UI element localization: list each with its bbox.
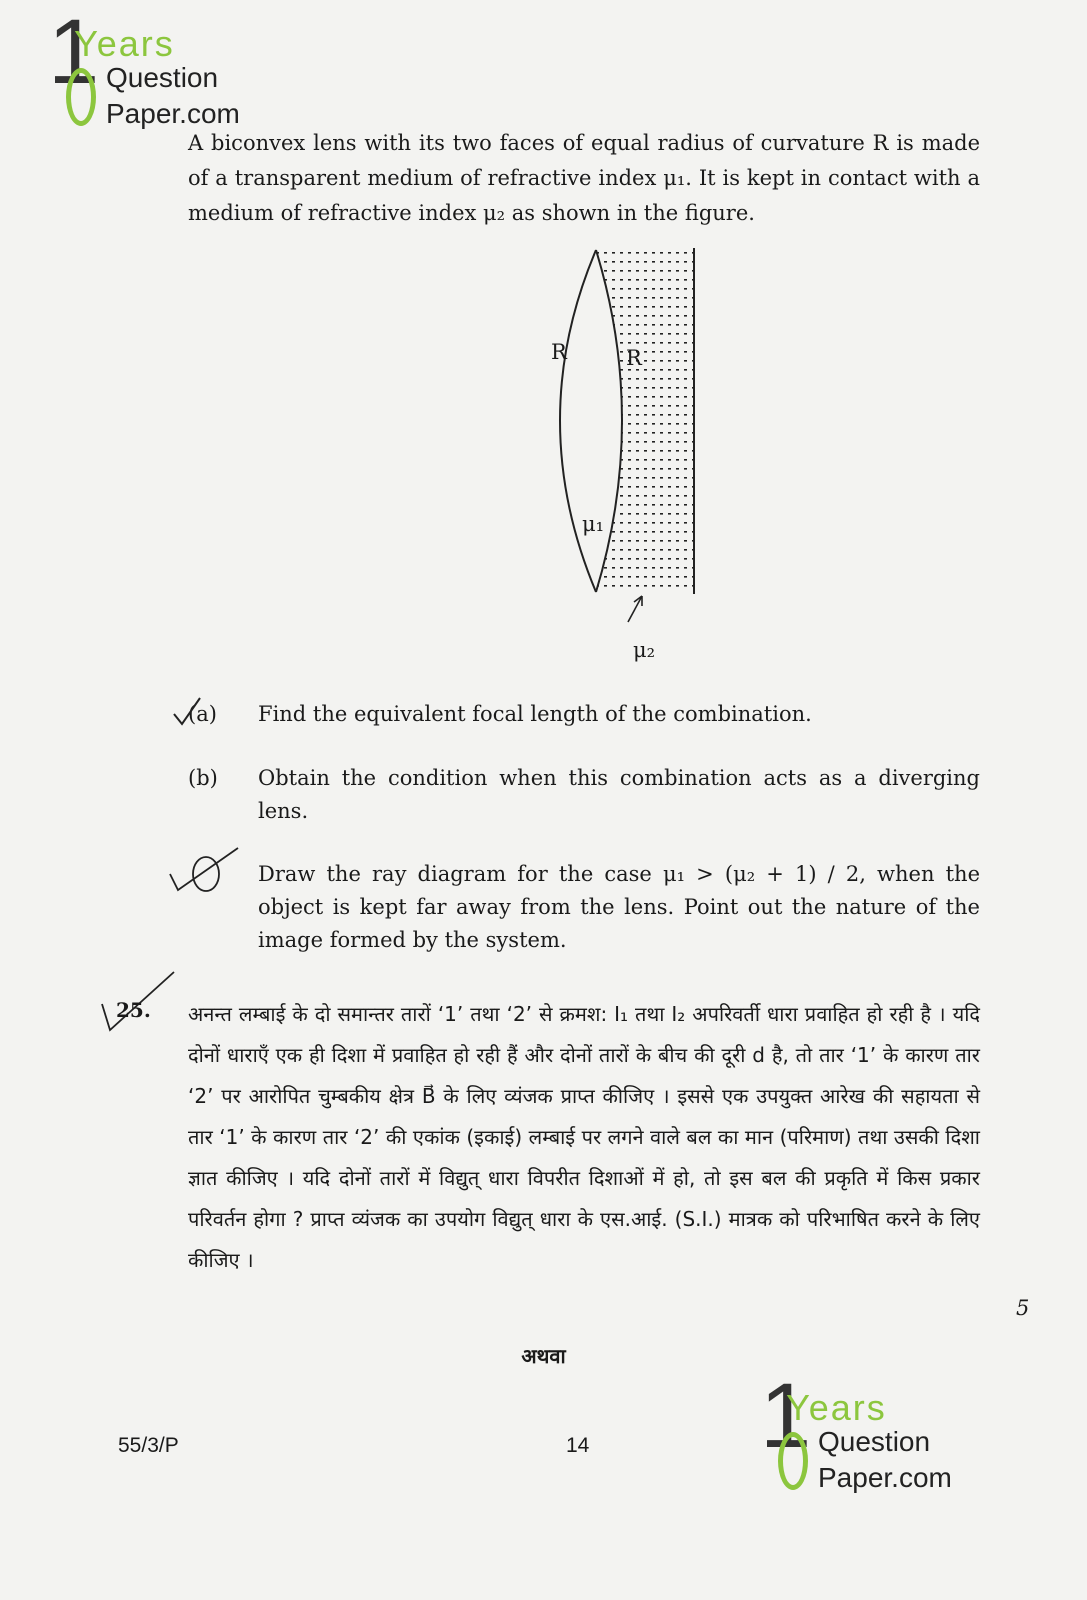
logo-paper-text: Paper.com: [818, 1462, 952, 1493]
part-a-label: (a): [188, 702, 217, 726]
mu2-arrow-line: [628, 596, 642, 622]
label-mu1: μ₁: [582, 512, 605, 536]
logo-digit-one: 1: [760, 1365, 812, 1467]
label-r-right: R: [626, 346, 642, 370]
part-c-text: Draw the ray diagram for the case μ₁ > (μ₂ + 1) / 2, when the object is kept far away from the lens. Point out the nature of the image formed by the system.: [258, 862, 980, 952]
check-mark-a: [170, 694, 220, 728]
logo-years-text: Years: [786, 1387, 887, 1428]
logo-years-text: Years: [74, 23, 175, 64]
logo-digit-one: 1: [48, 1, 100, 103]
part-b-label: (b): [188, 766, 218, 790]
medium-mu2-region: [596, 250, 694, 592]
or-separator: अथवा: [521, 1344, 566, 1368]
label-mu2: μ₂: [633, 638, 656, 662]
label-r-left: R: [551, 340, 567, 364]
question-25-number: 25.: [116, 998, 151, 1022]
part-b-text: Obtain the condition when this combination acts as a diverging lens.: [258, 766, 980, 823]
logo-paper-text: Paper.com: [106, 98, 240, 129]
question-25-text: अनन्त लम्बाई के दो समान्तर तारों ‘1’ तथा ‘2’ से क्रमश: I₁ तथा I₂ अपरिवर्ती धारा प्रवाहित हो रही है । यदि दोनों धाराएँ एक ही दिशा में प्रवाहित हो रही हैं और दोनों तारों के बीच की दूरी d है, तो तार ‘1’ के कारण तार ‘2’ पर आरोपित चुम्बकीय क्षेत्र B⃗ के लिए व्यंजक प्राप्त कीजिए । इससे एक उपयुक्त आरेख की सहायता से तार ‘1’ के कारण तार ‘2’ की एकांक (इकाई) लम्बाई पर लगने वाले बल का मान (परिमाण) तथा उसकी दिशा ज्ञात कीजिए । यदि दोनों तारों में विद्युत् धारा विपरीत दिशाओं में हो, तो इस बल की प्रकृति में किस प्रकार परिवर्तन होगा ? प्राप्त व्यंजक का उपयोग विद्युत् धारा के एस.आई. (S.I.) मात्रक को परिभाषित करने के लिए कीजिए ।: [188, 1002, 980, 1272]
watermark-logo-top: [48, 1, 248, 129]
footer-paper-code: 55/3/P: [118, 1434, 179, 1457]
question-25-marks: 5: [1016, 1296, 1030, 1320]
part-a-text: Find the equivalent focal length of the combination.: [258, 702, 812, 726]
lens-left-surface: [560, 250, 596, 592]
watermark-logo-bottom: [760, 1365, 960, 1493]
logo-question-text: Question: [818, 1426, 931, 1457]
lens-figure: [530, 240, 790, 660]
logo-question-text: Question: [106, 62, 219, 93]
footer-page-number: 14: [566, 1434, 590, 1457]
logo-zero-ring: [66, 68, 96, 126]
question-intro: A biconvex lens with its two faces of equal radius of curvature R is made of a transparent medium of refractive index μ₁. It is kept in contact with a medium of refractive index μ₂ as shown in the figure.: [188, 131, 980, 225]
logo-zero-ring: [778, 1432, 808, 1490]
